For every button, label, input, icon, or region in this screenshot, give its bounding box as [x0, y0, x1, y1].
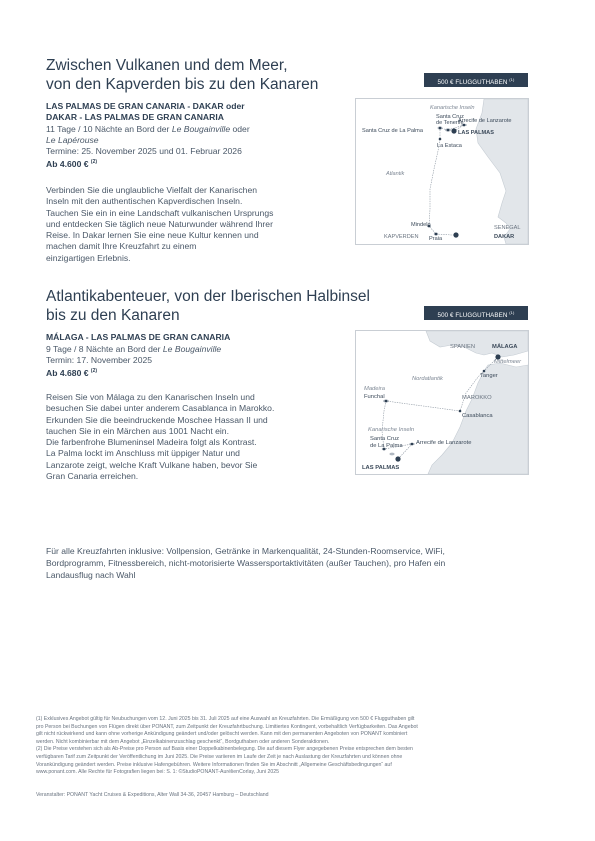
- organizer-text: Veranstalter: PONANT Yacht Cruises & Expeditions, Alter Wall 34-36, 20457 Hamburg – Deutschland: [36, 792, 269, 798]
- description-line: Lanzarote zeigt, welche Kraft Vulkane haben, bevor Sie: [46, 459, 258, 470]
- footnote-line: www.ponant.com. Alle Rechte für Fotografien liegen bei: S. 1: ©StudioPONANT-AurélienCorlay, Juni 2025: [36, 769, 280, 776]
- map-label: de La Palma: [370, 443, 403, 449]
- description-line: Reise. In Dakar lernen Sie eine neue Kultur kennen und: [46, 230, 259, 241]
- dakar-dot: [453, 232, 458, 237]
- badge-text: 500 € FLUGGUTHABEN: [437, 312, 508, 320]
- section2-description: [46, 392, 274, 482]
- map-label: La Estaca: [437, 143, 462, 149]
- section2-info: [46, 344, 221, 379]
- map-label: Atlantik: [386, 171, 405, 177]
- route-map-svg: [356, 99, 528, 244]
- map-label: Santa Cruz de La Palma: [362, 128, 423, 134]
- section2-title-line2: bis zu den Kanaren: [46, 307, 180, 324]
- section2-route: [46, 332, 230, 343]
- port-dot: [435, 233, 438, 236]
- section1-title-line1: Zwischen Vulkanen und dem Meer,: [46, 57, 288, 74]
- section1-title: [46, 56, 318, 94]
- map-label: Santa Cruz: [370, 436, 399, 442]
- map-label: Tanger: [480, 373, 498, 379]
- price-footnote-ref: (2): [90, 368, 98, 374]
- map-label: Mindelo: [411, 222, 431, 228]
- inclusive-line: Bordprogramm, Fitnessbereich, nicht-motorisierte Wassersportaktivitäten (außer Tauchen), pro Hafen ein: [46, 558, 446, 568]
- inclusive-line: Landausflug nach Wahl: [46, 570, 136, 580]
- island-tenerife: [389, 453, 394, 456]
- dates: Termin: 17. November 2025: [46, 355, 153, 365]
- description-line: tauchen Sie in ein Märchen aus 1001 Nacht ein.: [46, 425, 229, 436]
- description-line: Tauchen Sie ein in eine Landschaft vulkanischen Ursprungs: [46, 207, 274, 218]
- section2-title: [46, 287, 370, 325]
- map-label: SENEGAL: [494, 225, 521, 231]
- port-dot: [385, 400, 388, 403]
- description-line: einzigartigen Erlebnis.: [46, 252, 131, 263]
- map-label: Madeira: [364, 386, 385, 392]
- section2-title-line1: Atlantikabenteuer, von der Iberischen Halbinsel: [46, 288, 370, 305]
- route-line1: MÁLAGA - LAS PALMAS DE GRAN CANARIA: [46, 332, 231, 342]
- footnote-line: werden. Nicht kombinierbar mit dem Angebot „Einzelkabinenzuschlag geschenkt“, Bordguthaben oder anderen Sonderaktionen.: [36, 738, 330, 745]
- footnote-line: Vorankündigung geändert werden. Preise inklusive Hafengebühren. Weitere Informationen finden Sie im Abschnitt „Allgemeine Geschäftsbedingungen“ auf: [36, 761, 392, 768]
- price-footnote-ref: (2): [90, 159, 98, 165]
- map-label: Nordatlantik: [412, 376, 443, 382]
- ship-name-alt: Le Lapérouse: [46, 135, 99, 145]
- map-label: Casablanca: [462, 413, 493, 419]
- map-label: KAPVERDEN: [384, 234, 419, 240]
- footnote-line: gilt nicht rückwirkend und kann ohne vorherige Ankündigung geändert und/oder gelöscht werden. Kann mit den permanenten Angeboten von PONANT kombiniert: [36, 731, 408, 738]
- route-map-svg: [356, 331, 528, 474]
- section1-description: [46, 185, 273, 264]
- section1-info: [46, 124, 250, 170]
- map-label: Arrecife de Lanzarote: [458, 118, 512, 124]
- section1-title-line2: von den Kapverden bis zu den Kanaren: [46, 76, 319, 93]
- port-dot: [411, 443, 414, 446]
- map-label: Kanarische Inseln: [368, 427, 415, 433]
- description-line: Reisen Sie von Málaga zu den Kanarischen Inseln und: [46, 392, 255, 402]
- route-line1: LAS PALMAS DE GRAN CANARIA - DAKAR oder: [46, 101, 245, 111]
- map-label: Mittelmeer: [494, 359, 522, 365]
- organizer: [36, 792, 269, 800]
- conjunction: oder: [230, 124, 250, 134]
- ship-name: Le Bougainville: [171, 124, 231, 134]
- section1-route: [46, 101, 245, 123]
- price: [46, 159, 97, 169]
- ship-name: Le Bougainville: [162, 344, 222, 354]
- description-line: Inseln mit den authentischen Kapverdischen Inseln.: [46, 196, 243, 207]
- duration: 9 Tage / 8 Nächte an Bord der: [46, 344, 163, 354]
- description-line: und entdecken Sie täglich neue Naturwunder während Ihrer: [46, 218, 273, 229]
- badge-footnote-ref: (1): [509, 310, 515, 315]
- las-palmas-dot: [395, 456, 400, 461]
- route-line2: DAKAR - LAS PALMAS DE GRAN CANARIA: [46, 112, 224, 122]
- inclusive-line: Für alle Kreuzfahrten inklusive: Vollpension, Getränke in Markenqualität, 24-Stunden-Roomservice, WiFi,: [46, 546, 445, 556]
- port-dot: [483, 370, 486, 373]
- map-label: MÁLAGA: [492, 344, 518, 350]
- map-label: Santa Cruz: [436, 114, 464, 120]
- map-label: Praia: [429, 236, 443, 242]
- description-line: besuchen Sie dabei unter anderem Casablanca in Marokko.: [46, 403, 275, 414]
- map-label: DAKAR: [494, 234, 515, 240]
- las-palmas-dot: [451, 128, 456, 133]
- footnotes: [36, 716, 418, 777]
- section1-route-map: [355, 98, 529, 245]
- port-dot: [439, 138, 442, 141]
- description-line: La Palma lockt im Anschluss mit üppiger Natur und: [46, 448, 240, 459]
- footnote-line: (1) Exklusives Angebot gültig für Neubuchungen vom 12. Juni 2025 bis 31. Juli 2025 auf eine Auswahl an Kreuzfahrten. Die Ermäßigung von 500 € Flugguthaben gilt: [36, 716, 415, 722]
- section2-credit-badge: [424, 306, 528, 320]
- price: [46, 368, 97, 378]
- price-value: Ab 4.600 €: [46, 158, 89, 169]
- price-value: Ab 4.680 €: [46, 367, 89, 378]
- map-label: de Tenerife: [436, 120, 464, 126]
- port-dot: [439, 127, 442, 130]
- duration: 11 Tage / 10 Nächte an Bord der: [46, 124, 172, 134]
- description-line: Gran Canaria erreichen.: [46, 471, 139, 482]
- description-line: Verbinden Sie die unglaubliche Vielfalt der Kanarischen: [46, 185, 258, 195]
- description-line: machen damit Ihre Kreuzfahrt zu einem: [46, 241, 197, 252]
- badge-footnote-ref: (1): [509, 77, 515, 82]
- port-dot: [459, 410, 462, 413]
- map-label: MAROKKO: [462, 395, 492, 401]
- section2-route-map: [355, 330, 529, 475]
- footnote-line: pro Person bei Buchungen von Flügen direkt über PONANT, zum Zeitpunkt der Kreuzfahrtbuchung. Limitiertes Kontingent, vorbehaltlich Verfügbarkeiten. Das Angebot: [36, 723, 418, 730]
- badge-text: 500 € FLUGGUTHABEN: [437, 79, 508, 87]
- footnote-line: verfügbaren Tarif zum Zeitpunkt der Veröffentlichung im Juni 2025. Die Preise variieren im Laufe der Zeit je nach Auslastung der Kreuzfahrten und können ohne: [36, 753, 403, 760]
- description-line: Die farbenfrohe Blumeninsel Madeira folgt als Kontrast.: [46, 437, 257, 448]
- port-dot: [447, 129, 450, 132]
- map-label: Arrecife de Lanzarote: [416, 440, 472, 446]
- description-line: Erkunden Sie die beeindruckende Moschee Hassan II und: [46, 414, 268, 425]
- map-label: LAS PALMAS: [362, 465, 400, 471]
- map-label: Kanarische Inseln: [430, 105, 475, 111]
- cruise-route: [429, 125, 464, 235]
- map-label: SPANIEN: [450, 344, 476, 350]
- section1-credit-badge: [424, 73, 528, 87]
- map-label: Funchal: [364, 394, 385, 400]
- inclusive-services: [46, 545, 445, 581]
- dates: Termine: 25. November 2025 und 01. Februar 2026: [46, 146, 242, 156]
- map-label: LAS PALMAS: [458, 130, 494, 136]
- footnote-line: (2) Die Preise verstehen sich als Ab-Preise pro Person auf Basis einer Doppelkabinenbelegung. Die auf diesem Flyer angegebenen Preise entsprechen dem besten: [36, 746, 413, 753]
